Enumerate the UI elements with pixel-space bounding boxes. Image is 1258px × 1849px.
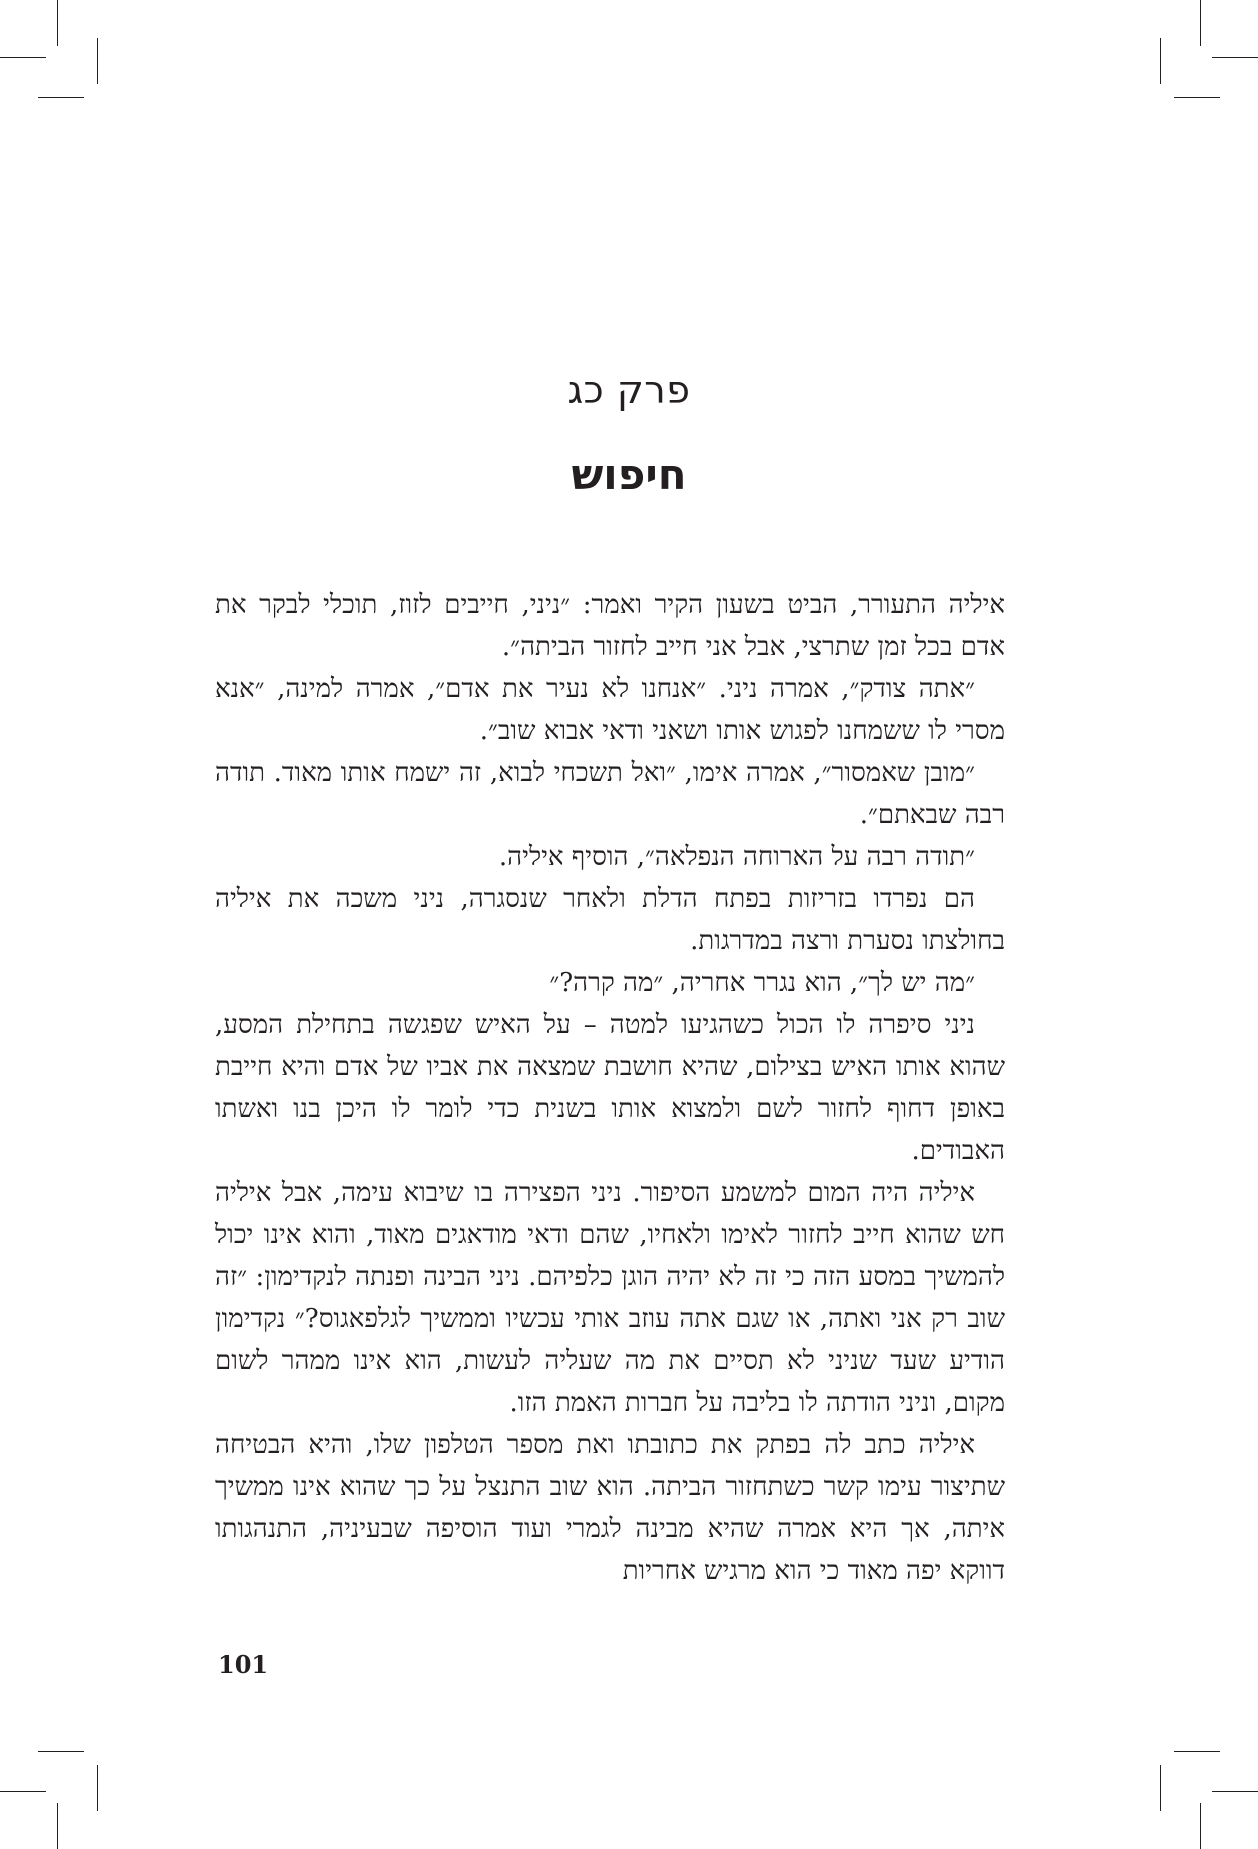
paragraph: איליה כתב לה בפתק את כתובתו ואת מספר הטלפון שלו, והיא הבטיחה שתיצור עימו קשר כשתחזור הביתה. הוא שוב התנצל על כך שהוא אינו ממשיך איתה, אך היא אמרה שהיא מבינה לגמרי ועוד הוסיפה שבעיניה, התנהגותו דווקא יפה מאוד כי הוא מרגיש אחריות [215,1430,1005,1586]
crop-mark-top-left-h [0,57,46,58]
chapter-body [215,584,1005,1592]
crop-mark-bottom-right-v [1160,1765,1161,1811]
crop-mark-bottom-right-v2 [1200,1803,1201,1849]
crop-mark-bottom-left-v2 [57,1803,58,1849]
crop-mark-top-right-v2 [1160,38,1161,84]
crop-mark-top-right-h [1212,57,1258,58]
paragraph: ״מובן שאמסור״, אמרה אימו, ״ואל תשכחי לבוא, זה ישמח אותו מאוד. תודה רבה שבאתם״. [215,758,1005,830]
paragraph: ״תודה רבה על הארוחה הנפלאה״, הוסיף איליה. [498,842,975,872]
paragraph: ״אתה צודק״, אמרה ניני. ״אנחנו לא נעיר את אדם״, אמרה למינה, ״אנא מסרי לו ששמחנו לפגוש אותו ושאני ודאי אבוא שוב״. [215,674,1005,746]
paragraph: הם נפרדו בזריזות בפתח הדלת ולאחר שנסגרה, ניני משכה את איליה בחולצתו נסערת ורצה במדרגות. [215,884,1005,956]
crop-mark-top-left-v [57,0,58,46]
crop-mark-bottom-right-h [1174,1751,1220,1752]
crop-mark-bottom-right-h2 [1212,1791,1258,1792]
crop-mark-top-left-v2 [97,38,98,84]
page-number: 101 [218,1650,269,1679]
paragraph: ניני סיפרה לו הכול כשהגיעו למטה – על האיש שפגשה בתחילת המסע, שהוא אותו האיש בצילום, שהיא חושבת שמצאה את אביו של אדם והיא חייבת באופן דחוף לחזור לשם ולמצוא אותו בשנית כדי לומר לו היכן בנו ואשתו האבודים. [215,1010,1005,1166]
crop-mark-bottom-left-h [38,1751,84,1752]
paragraph: איליה התעורר, הביט בשעון הקיר ואמר: ״ניני, חייבים לזוז, תוכלי לבקר את אדם בכל זמן שתרצי, אבל אני חייב לחזור הביתה״. [215,590,1005,662]
chapter-title: חיפוש [571,450,687,499]
crop-mark-top-right-h2 [1174,97,1220,98]
paragraph: ״מה יש לך״, הוא נגרר אחריה, ״מה קרה?״ [549,968,975,998]
crop-mark-bottom-left-h2 [0,1791,46,1792]
paragraph: איליה היה המום למשמע הסיפור. ניני הפצירה בו שיבוא עימה, אבל איליה חש שהוא חייב לחזור לאימו ולאחיו, שהם ודאי מודאגים מאוד, והוא אינו יכול להמשיך במסע הזה כי זה לא יהיה הוגן כלפיהם. ניני הבינה ופנתה לנקדימון: ״זה שוב רק אני ואתה, או שגם אתה עוזב אותי עכשיו וממשיך לגלפאגוס?״ נקדימון הודיע שעד שניני לא תסיים את מה שעליה לעשות, הוא אינו ממהר לשום מקום, וניני הודתה לו בליבה על חברות האמת הזו. [215,1178,1005,1418]
crop-mark-top-right-v [1200,0,1201,46]
chapter-label: פרק כג [567,368,691,412]
crop-mark-top-left-h2 [38,97,84,98]
crop-mark-bottom-left-v [97,1765,98,1811]
